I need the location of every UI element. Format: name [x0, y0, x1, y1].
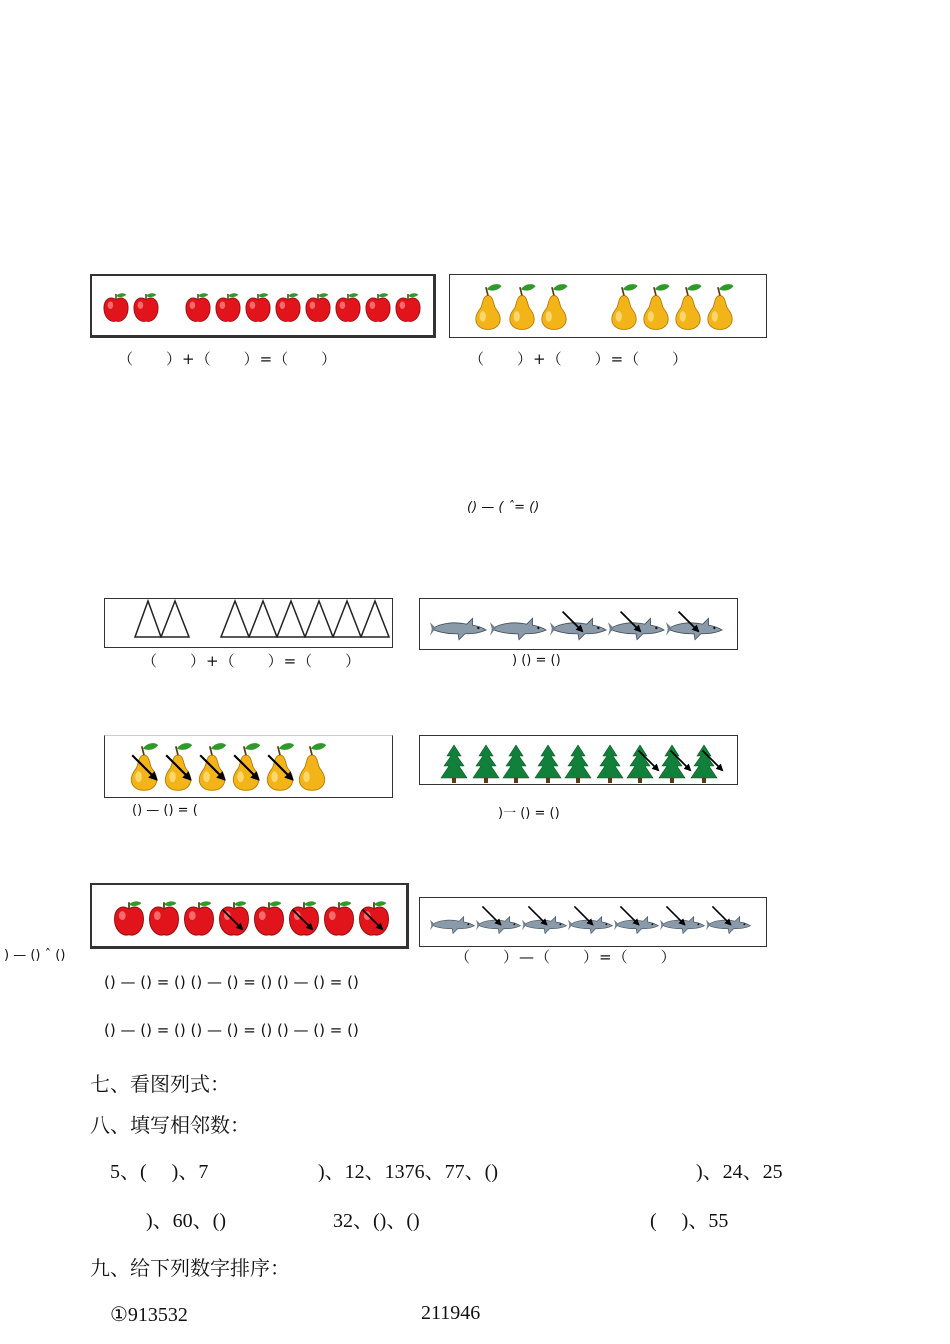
pears-group: [450, 275, 768, 339]
triangles-equation: （ ）+（ ）=（ ）: [142, 652, 362, 670]
triangle-icon: [161, 601, 189, 637]
apple-icon: [276, 293, 300, 321]
sharks-cross-box: [419, 897, 767, 947]
neighbor-row1-c: )、24、25: [696, 1161, 783, 1183]
apple-icon: [149, 901, 178, 935]
floating-equation: () — ( ˆ= (): [467, 500, 540, 515]
apple-icon: [306, 293, 330, 321]
shark-icon: [522, 917, 566, 934]
pears-addition-box: [449, 274, 767, 338]
section-nine-heading: 九、给下列数字排序：: [90, 1258, 290, 1280]
sharks-subtraction-box: [419, 598, 738, 650]
pears-equation: （ ）+（ ）=（ ）: [469, 350, 689, 368]
sharks-cross-equation: （ ）—（ ）=（ ）: [455, 948, 677, 966]
tree-icon: [565, 745, 591, 783]
apples-cross-equation: ) — () ˆ (): [4, 948, 66, 963]
apple-icon: [186, 293, 210, 321]
pear-icon: [510, 284, 536, 329]
apple-icon: [324, 901, 353, 935]
pear-icon: [476, 284, 502, 329]
apple-icon: [114, 901, 143, 935]
tree-icon: [441, 745, 467, 783]
triangle-icon: [333, 601, 361, 637]
triangles-group: [105, 599, 394, 649]
triangle-icon: [361, 601, 389, 637]
pear-icon: [708, 284, 734, 329]
trees-subtraction-box: [419, 735, 738, 785]
apple-icon: [359, 901, 388, 935]
triangle-icon: [277, 601, 305, 637]
neighbor-row2-c: ( )、55: [650, 1210, 729, 1232]
apple-icon: [246, 293, 270, 321]
sort-item-1: ①913532: [110, 1304, 188, 1326]
triangle-icon: [249, 601, 277, 637]
apples-equation: （ ）+（ ）=（ ）: [118, 350, 338, 368]
tree-icon: [659, 745, 685, 783]
tree-icon: [627, 745, 653, 783]
apple-icon: [219, 901, 248, 935]
section-eight-heading: 八、填写相邻数：: [90, 1115, 250, 1137]
pears-subtraction-box: [104, 735, 393, 798]
shark-icon: [430, 917, 474, 934]
shark-icon: [430, 618, 486, 639]
sharks-equation: ) () = (): [512, 653, 561, 668]
neighbor-row2-b: 32、()、(): [333, 1210, 420, 1232]
pears-cross-group: [105, 736, 394, 799]
tree-icon: [597, 745, 623, 783]
pear-icon: [612, 284, 638, 329]
shark-icon: [476, 917, 520, 934]
apple-icon: [366, 293, 390, 321]
tree-icon: [691, 745, 717, 783]
apple-icon: [216, 293, 240, 321]
sort-item-2: 211946: [421, 1302, 481, 1324]
neighbor-row1-b: )、12、1376、77、(): [318, 1161, 498, 1183]
shark-icon: [568, 917, 612, 934]
pear-icon: [542, 284, 568, 329]
shark-icon: [490, 618, 546, 639]
apple-icon: [396, 293, 420, 321]
triangle-icon: [305, 601, 333, 637]
trees-group: [420, 736, 739, 786]
shark-icon: [614, 917, 658, 934]
apples-group: [92, 276, 438, 340]
apple-icon: [254, 901, 283, 935]
apple-icon: [104, 293, 128, 321]
apple-icon: [134, 293, 158, 321]
blank-equations-row-2: () — () = () () — () = () () — () = (): [104, 1021, 359, 1039]
pears-cross-equation: () — () = (: [132, 803, 198, 818]
apple-icon: [289, 901, 318, 935]
sharks-cross-group: [420, 898, 768, 948]
pear-icon: [644, 284, 670, 329]
section-seven-heading: 七、看图列式：: [90, 1074, 230, 1096]
tree-icon: [535, 745, 561, 783]
neighbor-row1-a: 5、( )、7: [110, 1161, 209, 1183]
triangle-icon: [221, 601, 249, 637]
apples-subtraction-box: [90, 883, 409, 949]
apples-addition-box: [90, 274, 436, 338]
tree-icon: [473, 745, 499, 783]
shark-icon: [660, 917, 704, 934]
shark-icon: [706, 917, 750, 934]
apples-cross-group: [92, 885, 411, 951]
trees-equation: )一 () = (): [498, 806, 560, 821]
tree-icon: [503, 745, 529, 783]
blank-equations-row-1: () — () = () () — () = () () — () = (): [104, 973, 359, 991]
pear-icon: [676, 284, 702, 329]
triangles-addition-box: [104, 598, 393, 648]
sharks-group: [420, 599, 739, 651]
neighbor-row2-a: )、60、(): [146, 1210, 226, 1232]
apple-icon: [184, 901, 213, 935]
apple-icon: [336, 293, 360, 321]
triangle-icon: [135, 601, 161, 637]
pear-icon: [299, 743, 326, 790]
